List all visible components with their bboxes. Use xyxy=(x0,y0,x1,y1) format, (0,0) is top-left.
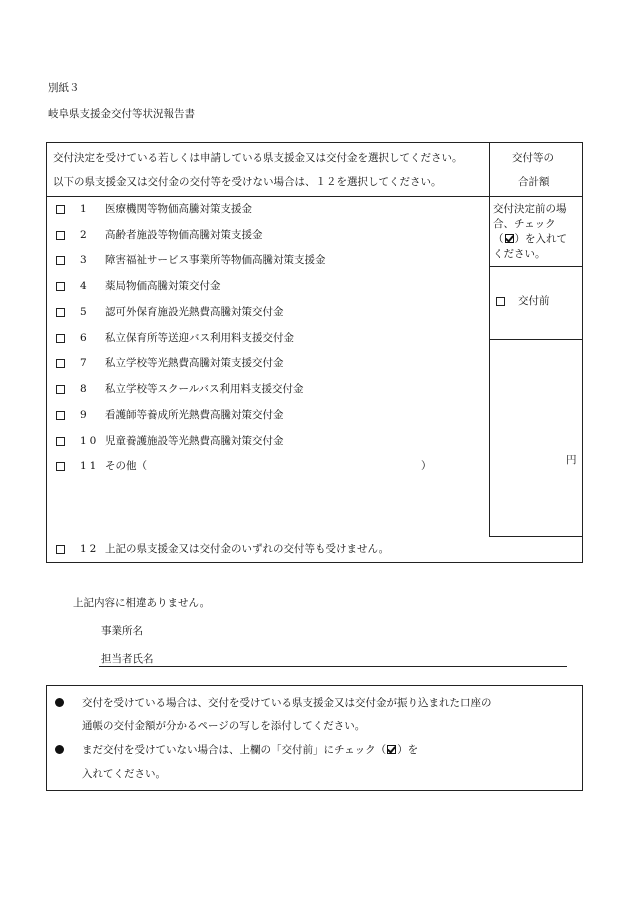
note-1-line-1: 交付を受けている場合は、交付を受けている県支援金又は交付金が振り込まれた口座の xyxy=(82,697,492,709)
checkbox[interactable] xyxy=(56,334,65,343)
checkbox[interactable] xyxy=(56,411,65,420)
instruction-line-2: 以下の県支援金又は交付金の交付等を受けない場合は、１２を選択してください。 xyxy=(53,176,442,188)
option-9[interactable]: 9 看護師等養成所光熱費高騰対策交付金 xyxy=(56,410,284,421)
total-header-line-1: 交付等の xyxy=(512,152,554,164)
option-3[interactable]: 3 障害福祉サービス事業所等物価高騰対策支援金 xyxy=(56,255,326,266)
checkbox[interactable] xyxy=(56,462,65,471)
option-8[interactable]: 8 私立学校等スクールバス利用料支援交付金 xyxy=(56,384,304,395)
checkbox[interactable] xyxy=(56,256,65,265)
option-11[interactable]: 11 その他（ xyxy=(56,461,147,472)
checked-box-icon xyxy=(387,745,396,754)
option-4[interactable]: 4 薬局物価高騰対策交付金 xyxy=(56,281,221,292)
before-grant-note-line-2: 合、チェック xyxy=(493,218,556,230)
checkbox[interactable] xyxy=(56,282,65,291)
checkbox[interactable] xyxy=(56,205,65,214)
page-title: 岐阜県支援金交付等状況報告書 xyxy=(48,108,195,120)
note-1-line-2: 通帳の交付金額が分かるページの写しを添付してください。 xyxy=(82,720,366,732)
checked-box-icon xyxy=(505,234,514,243)
before-grant-label: 交付前 xyxy=(518,295,550,307)
before-grant-note-line-4: ください。 xyxy=(493,248,546,260)
checkbox[interactable] xyxy=(56,308,65,317)
option-2[interactable]: 2 高齢者施設等物価高騰対策支援金 xyxy=(56,230,263,241)
total-header-line-2: 合計額 xyxy=(518,176,550,188)
checkbox[interactable] xyxy=(56,437,65,446)
office-name-label: 事業所名 xyxy=(101,625,143,637)
checkbox[interactable] xyxy=(56,385,65,394)
option-12[interactable]: 12 上記の県支援金又は交付金のいずれの交付等も受けません。 xyxy=(56,544,389,555)
option-5[interactable]: 5 認可外保育施設光熱費高騰対策交付金 xyxy=(56,307,284,318)
right-divider-2 xyxy=(489,339,582,340)
note-2-line-2: 入れてください。 xyxy=(82,768,166,780)
before-grant-checkbox[interactable] xyxy=(496,297,505,306)
bullet-icon xyxy=(55,745,64,757)
before-grant-note-line-3: （ ）を入れて xyxy=(493,233,567,245)
other-close-paren: ） xyxy=(421,460,432,472)
before-grant-note-line-1: 交付決定前の場 xyxy=(493,203,567,215)
person-in-charge-label: 担当者氏名 xyxy=(101,653,154,665)
checkbox[interactable] xyxy=(56,545,65,554)
right-divider-3 xyxy=(489,536,582,537)
note-2-line-1: まだ交付を受けていない場合は、上欄の「交付前」にチェック（ ）を xyxy=(82,744,419,756)
before-grant-option[interactable] xyxy=(496,296,550,307)
option-7[interactable]: 7 私立学校等光熱費高騰対策支援交付金 xyxy=(56,358,284,369)
checkbox[interactable] xyxy=(56,359,65,368)
signature-line[interactable] xyxy=(99,666,567,667)
confirmation-text: 上記内容に相違ありません。 xyxy=(73,597,211,609)
bullet-icon xyxy=(55,698,64,710)
attachment-label: 別紙３ xyxy=(48,82,80,94)
option-6[interactable]: 6 私立保育所等送迎バス利用料支援交付金 xyxy=(56,333,294,344)
yen-unit: 円 xyxy=(566,454,577,466)
instruction-line-1: 交付決定を受けている若しくは申請している県支援金又は交付金を選択してください。 xyxy=(53,152,463,164)
option-10[interactable]: 10 児童養護施設等光熱費高騰対策交付金 xyxy=(56,436,284,447)
option-1[interactable]: 1 医療機関等物価高騰対策支援金 xyxy=(56,204,252,215)
checkbox[interactable] xyxy=(56,231,65,240)
header-divider xyxy=(47,196,582,197)
right-divider-1 xyxy=(489,266,582,267)
